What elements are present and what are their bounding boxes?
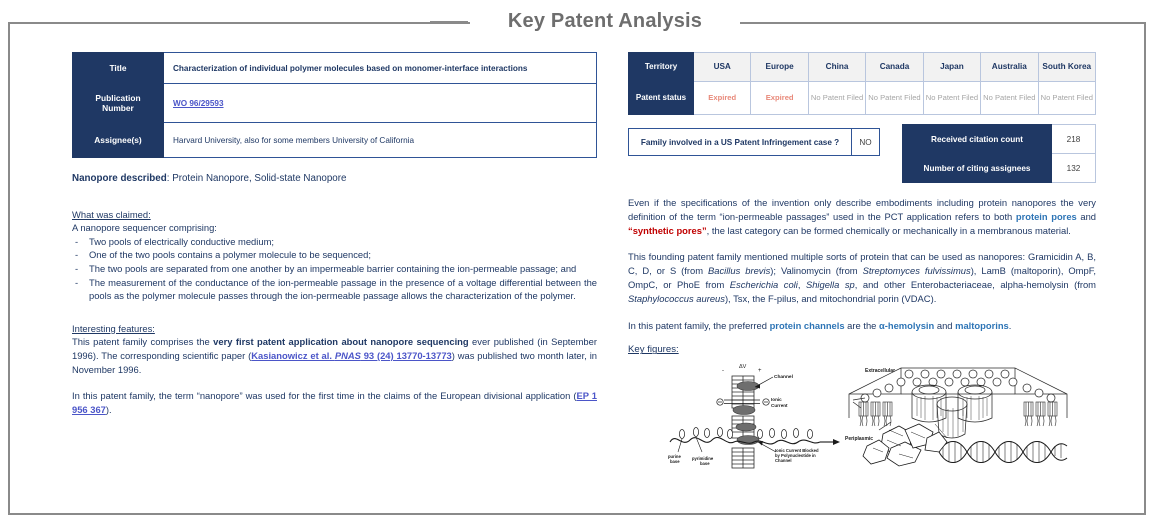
status-usa: Expired [694,82,751,115]
right-paragraph-3 [628,319,1096,333]
territory-col-china: China [808,53,865,82]
svg-text:Ionic Current Blocked: Ionic Current Blocked [775,448,819,454]
table-row [73,53,597,84]
nanopore-channel-svg [660,360,852,472]
infringement-question: Family involved in a US Patent Infringement case ? [629,129,852,156]
received-citation-count-value: 218 [1052,125,1096,154]
status-south-korea: No Patent Filed [1038,82,1095,115]
features-heading: Interesting features: [72,322,155,334]
interesting-features-section [72,322,597,417]
features-p1-b: ever published (in September 1996). The corresponding scientific paper ( [72,336,597,361]
rp1-a: Even if the specifications of the invention only describe embodiments including protein nanopores the very definition of the term “ion-permeable passages” used in the PCT application refers to both [628,197,1096,222]
rp2-f: ), Tsx, the F-pilus, and mitochondrial porin (VDAC). [724,292,937,304]
rp2-d: , [797,278,806,290]
status-japan: No Patent Filed [923,82,980,115]
list-item: - The two pools are separated from one another by an impermeable barrier containing the ion-permeable passage; and [72,262,597,276]
key-figures-container [628,360,1096,472]
received-citation-count-label: Received citation count [903,125,1052,154]
nanopore-separator: : [166,173,173,184]
nanopore-described-line [72,172,597,186]
svg-text:purine: purine [668,454,681,460]
list-item: - Two pools of electrically conductive medium; [72,235,597,249]
pnas-paper-link[interactable] [251,350,452,361]
territory-row-header: Territory [629,53,694,82]
svg-text:base: base [670,459,680,465]
key-figures-heading: Key figures: [628,344,679,356]
territory-col-canada: Canada [866,53,923,82]
pnas-link-italic: PNAS [334,349,361,361]
rp2-a: This founding patent family mentioned multiple sorts of protein that can be used as nanopores: Gramicidin A, B, C, D, or S (from [628,251,1096,277]
rp2-e: , and other Enterobacteriaceae, alpha-hemolysin (from [854,278,1096,290]
territory-col-usa: USA [694,53,751,82]
list-item: - One of the two pools contains a polymer molecule to be sequenced; [72,248,597,262]
rp3-maltoporins: maltoporins [955,319,1009,331]
right-paragraph-1 [628,196,1096,237]
features-paragraph-2 [72,389,597,416]
rp2-i1: Bacillus brevis [707,265,771,277]
rp3-protein-channels: protein channels [769,319,845,331]
right-body-text [628,196,1096,332]
bib-label-assignees: Assignee(s) [73,123,164,158]
pnas-link-b: 93 (24) 13770-13773 [360,349,452,361]
citing-assignees-value: 132 [1052,154,1096,183]
svg-text:Channel: Channel [775,458,792,464]
bib-label-publication-number: Publication Number [73,84,164,123]
territory-col-japan: Japan [923,53,980,82]
svg-text:by Polynucleotide in: by Polynucleotide in [775,453,816,459]
rp3-b: are the [844,319,879,331]
svg-text:Extracellular: Extracellular [865,368,896,375]
table-row [73,123,597,158]
infringement-table [628,128,880,156]
patent-status-row-header: Patent status [629,82,694,115]
page-title: Key Patent Analysis [507,10,703,32]
svg-text:+: + [758,368,762,375]
rp2-i5: Staphylococcus aureus [628,292,725,304]
status-europe: Expired [751,82,808,115]
svg-text:pyrimidine: pyrimidine [692,456,714,462]
territory-status-table [628,52,1096,115]
svg-text:-: - [722,368,724,375]
table-row [903,154,1096,183]
bib-value-publication-number [164,84,597,123]
rp1-b: and [1076,210,1097,222]
rp2-c: ), LamB (maltoporin), OmpF, OmpC, or PhoE from [628,265,1096,290]
right-column [628,52,1096,472]
features-p1-a: This patent family comprises the [72,336,214,348]
table-row [629,129,880,156]
rp2-i3: Escherichia coli [729,278,798,290]
svg-text:Channel: Channel [774,375,793,381]
svg-text:base: base [700,461,710,467]
ep-application-link[interactable]: EP 1 956 367 [72,390,597,415]
membrane-porin-figure [843,360,1073,472]
claims-heading: What was claimed: [72,208,151,220]
metrics-row [628,124,1096,176]
svg-text:Ionic: Ionic [771,397,782,403]
table-row [629,53,1096,82]
status-australia: No Patent Filed [981,82,1038,115]
rp1-protein-pores: protein pores [1015,210,1077,222]
rp3-d: . [1008,319,1012,331]
features-p1-bold: very first patent application about nanopore sequencing [213,336,469,348]
features-p2-a: In this patent family, the term “nanopore” was used for the first time in the claims of the European divisional application ( [72,390,577,402]
membrane-porin-svg [843,360,1073,472]
status-canada: No Patent Filed [866,82,923,115]
bib-value-assignees: Harvard University, also for some members University of California [164,123,597,158]
territory-col-europe: Europe [751,53,808,82]
citing-assignees-label: Number of citing assignees [903,154,1052,183]
rp2-b: ); Valinomycin (from [770,265,863,277]
rp3-alpha-hemolysin: α-hemolysin [878,319,935,331]
features-p1-c: ) was published two month later, in November 1996. [72,349,597,375]
rp3-a: In this patent family, the preferred [628,319,770,331]
right-paragraph-2 [628,250,1096,305]
pnas-link-a: Kasianowicz et al. [251,349,335,361]
rp3-c: and [934,319,956,331]
infringement-answer: NO [852,129,880,156]
claims-list [72,235,597,303]
left-column [72,52,597,416]
features-paragraph-1 [72,335,597,376]
citation-metrics-table [902,124,1096,183]
svg-text:Periplasmic: Periplasmic [845,436,874,443]
status-china: No Patent Filed [808,82,865,115]
territory-col-australia: Australia [981,53,1038,82]
title-left-border-stub [430,21,468,23]
nanopore-channel-figure [660,360,852,472]
rp1-synthetic-pores: “synthetic pores” [628,224,707,236]
rp1-c: , the last category can be formed chemically or mechanically in a membranous material. [706,224,1071,236]
svg-text:Current: Current [771,403,788,409]
bibliographic-table [72,52,597,158]
list-item: - The measurement of the conductance of the ion-permeable passage in the presence of a voltage differential between the pools as the polymer molecule passes through the ion-permeable passage allows the characterization of the polymer. [72,276,597,303]
svg-text:ΔV: ΔV [739,364,747,371]
rp2-i4: Shigella sp [805,278,855,290]
table-row [903,125,1096,154]
rp2-i2: Streptomyces fulvissimus [862,265,971,277]
claims-section [72,208,597,303]
nanopore-described-label: Nanopore described [72,173,167,184]
table-row [629,82,1096,115]
bib-value-title: Characterization of individual polymer molecules based on monomer-interface interactions [164,53,597,84]
table-row [73,84,597,123]
nanopore-described-value: Protein Nanopore, Solid-state Nanopore [172,173,347,184]
publication-number-link[interactable]: WO 96/29593 [173,98,224,108]
claims-intro: A nanopore sequencer comprising: [72,222,217,234]
territory-col-south-korea: South Korea [1038,53,1095,82]
bib-label-title: Title [73,53,164,84]
features-p2-b: ). [105,403,112,415]
